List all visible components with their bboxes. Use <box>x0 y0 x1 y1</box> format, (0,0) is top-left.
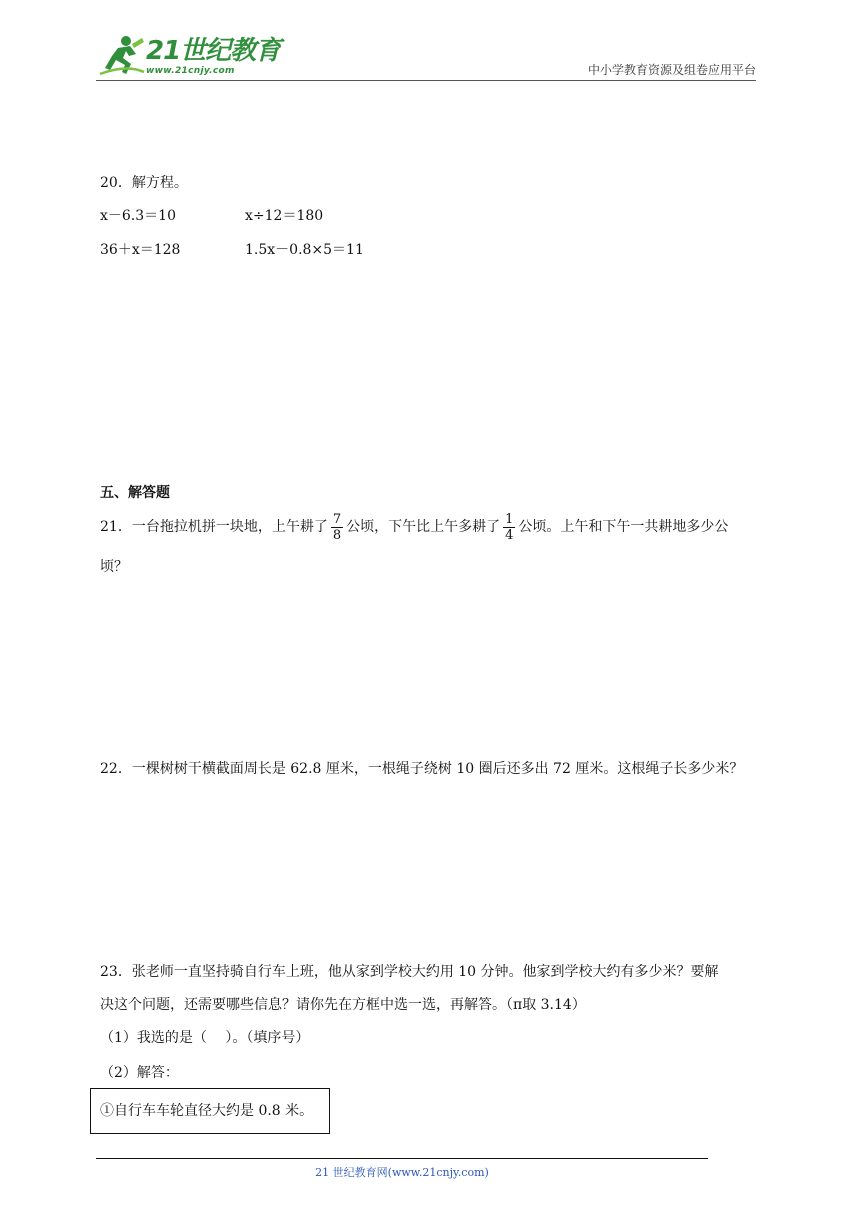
fraction-one-quarter <box>503 512 515 543</box>
q20-equation-3: 36＋x＝128 <box>100 242 181 258</box>
q23-line-1: 23．张老师一直坚持骑自行车上班，他从家到学校大约用 10 分钟。他家到学校大约有多少米？要解 <box>100 964 719 980</box>
fraction-seven-eighths <box>331 512 343 543</box>
q21-text-part-1: 21．一台拖拉机拼一块地，上午耕了 <box>100 519 328 535</box>
q22-text: 22．一棵树树干横截面周长是 62.8 厘米，一根绳子绕树 10 圈后还多出 72 厘米。这根绳子长多少米？ <box>100 761 744 777</box>
logo-url: www.21cnjy.com <box>146 66 235 76</box>
q21-line-2: 顷？ <box>100 559 128 575</box>
q20-equation-2: x÷12＝180 <box>245 208 324 224</box>
logo-text: 21世纪教育 <box>146 36 281 66</box>
q21-text-part-2: 公顷，下午比上午多耕了 <box>346 519 501 535</box>
header-divider <box>96 80 756 81</box>
q20-title: 20．解方程。 <box>100 175 188 191</box>
footer-text: 21 世纪教育网(www.21cnjy.com) <box>315 1166 489 1179</box>
q23-line-2: 决这个问题，还需要哪些信息？请你先在方框中选一选，再解答。（π取 3.14） <box>100 997 586 1013</box>
q23-option-1: ①自行车车轮直径大约是 0.8 米。 <box>100 1103 314 1119</box>
q20-equation-4: 1.5x－0.8×5＝11 <box>245 242 364 258</box>
platform-title: 中小学教育资源及组卷应用平台 <box>587 63 756 77</box>
fraction-numerator: 1 <box>505 511 514 527</box>
footer-divider <box>96 1158 708 1159</box>
q21-text-part-3: 公顷。上午和下午一共耕地多少公 <box>518 519 729 535</box>
q23-sub-question-1: （1）我选的是（ ）。（填序号） <box>100 1030 310 1046</box>
q21-line-1 <box>100 508 728 546</box>
fraction-denominator: 8 <box>332 527 342 543</box>
fraction-numerator: 7 <box>332 511 342 527</box>
q20-equation-1: x－6.3＝10 <box>100 208 176 224</box>
q23-sub-question-2: （2）解答： <box>100 1065 179 1081</box>
fraction-denominator: 4 <box>505 527 514 543</box>
section-5-title: 五、解答题 <box>100 485 170 501</box>
